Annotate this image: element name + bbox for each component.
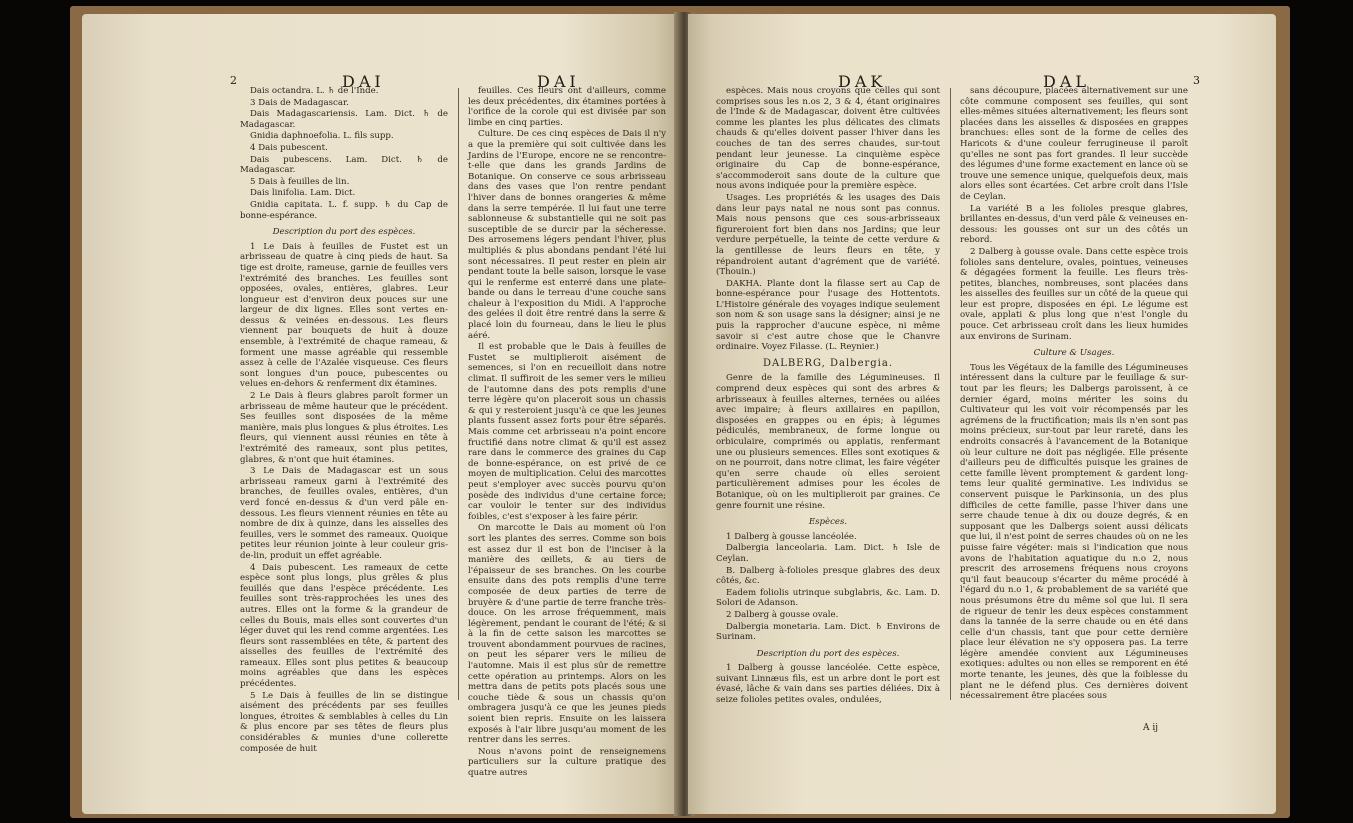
right-column-2 (960, 86, 1188, 703)
right-page (688, 14, 1276, 814)
paragraph: 4 Dais pubescent. (250, 142, 328, 153)
paragraph: Gnidia daphnoefolia. L. fils supp. (250, 131, 394, 142)
catchword: A ij (1143, 723, 1159, 733)
paragraph: DALBERG, Dalbergia. (762, 357, 894, 369)
right-column-1 (716, 86, 940, 707)
paragraph: Eadem foliolis utrinque subglabris, &c. Lam. D. Solori de Adanson. (716, 587, 940, 609)
paragraph: Tous les Végétaux de la famille des Légumineuses intéressent dans la culture par le feuillage & sur-tout par les fleurs; les Dalbergs paroissent, à ce dernier égard, moins mériter les soins du Cultivateur qui les voit voir récompensés par les agrémens de la fructification; mais ils n'en sont pas moins précieux, sur-tout par leur rareté, dans les endroits consacrés à l'avancement de la Botanique où leur culture ne doit pas négligée. Elle présente d'ailleurs peu de difficultés puisque les graines de cette famille lèvent promptement & gardent long-tems leur qualité germinative. Les individus se conservent puisque le Parkinsonia, un des plus difficiles de cette famille, passe l'hiver dans une serre chaude tenue à dix ou douze degrés, & en supposant que les Dalbergs soient aussi délicats que lui, il n'est point de serres chaudes où on ne les puisse faire végéter: mais si l'indication que nous avons de l'habitation aquatique du n.o 2, nous prescrit des arrosemens fréquens nous croyons qu'il faut beaucoup s'écarter du même procédé à l'égard du n.o 1, & probablement de sa variété que nous présumons être du même sol que lui. Il sera de rigueur de tenir les deux espèces constamment dans la tannée de la serre chaude ou en été dans celle d'un chassis, tant que pour cette dernière place leur élévation ne s'y opposera pas. La terre légère amendée convient aux Légumineuses exotiques: adultes ou non elles se remporent en été morte tenante, les jeunes, dès que la foiblesse du plant ne le défend plus. Ces dernières doivent nécessairement être placées sous (960, 362, 1188, 702)
paragraph: Espèces. (808, 517, 848, 528)
paragraph: La variété B a les folioles presque glabres, brillantes en-dessus, d'un verd pâle & veineuses en-dessous: les gousses ont sur un des côtés un rebord. (960, 203, 1188, 246)
paragraph: 3 Dais de Madagascar. (250, 97, 349, 108)
paragraph: 5 Dais à feuilles de lin. (250, 176, 350, 187)
paragraph: Dais octandra. L. ♄ de l'Inde. (250, 86, 379, 96)
paragraph: 2 Dalberg à gousse ovale. Dans cette espèce trois folioles sans dentelure, ovales, pointues, veineuses & dégagées forment la feuille. Les fleurs très-petites, blanches, nombreuses, sont placées dans les aisselles des feuilles sur un côté de la queue qui leur est propre, disposées en épi. Le légume est ovale, applati & plus long que n'est l'ongle du pouce. Cet arbrisseau croît dans les lieux humides aux environs de Surinam. (960, 246, 1188, 342)
paragraph: Dalbergia monetaria. Lam. Dict. ♄ Environs de Surinam. (716, 621, 940, 643)
paragraph: espèces. Mais nous croyons que celles qui sont comprises sous les n.os 2, 3 & 4, étant originaires de l'Inde & de Madagascar, doivent être cultivées comme les plantes les plus délicates des climats chauds & qu'elles doivent passer l'hiver dans les couches de tan des serres chaudes, sur-tout pendant leur jeunesse. La cinquième espèce originaire du Cap de bonne-espérance, s'accommoderoit sans doute de la culture que nous avons indiquée pour la première espèce. (716, 86, 940, 192)
paragraph: Nous n'avons point de renseignemens particuliers sur la culture pratique des quatre autres (468, 746, 666, 778)
paragraph: Usages. Les propriétés & les usages des Dais dans leur pays natal ne nous sont pas connus. Mais nous pensons que ces sous-arbrisseaux figureroient fort bien dans nos Jardins; que leur verdure perpétuelle, la teinte de cette verdure & la gentillesse de leurs fleurs en tête, y répandroient autant d'agrément que de variété. (Thouin.) (716, 192, 940, 278)
paragraph: Gnidia capitata. L. f. supp. ♄ du Cap de bonne-espérance. (240, 199, 448, 221)
paragraph: Description du port des espèces. (756, 648, 900, 659)
paragraph: Culture & Usages. (1033, 348, 1115, 359)
paragraph: 5 Le Dais à feuilles de lin se distingue aisément des précédents par ses feuilles longues, étroites & semblables à celles du Lin & plus encore par ses têtes de fleurs plus considérables & munies d'une collerette composée de huit (240, 690, 448, 754)
column-rule (458, 88, 459, 700)
paragraph: Dais pubescens. Lam. Dict. ♄ de Madagascar. (240, 154, 448, 176)
left-page-number: 2 (230, 74, 237, 87)
paragraph: 2 Dalberg à gousse ovale. (726, 609, 839, 620)
right-header-right: DAL (1043, 72, 1091, 91)
paragraph: feuilles. Ces fleurs ont d'ailleurs, comme les deux précédentes, dix étamines portées à l'orifice de la corole qui est divisée par son limbe en cinq parties. (468, 86, 666, 128)
right-header-left: DAK (838, 72, 887, 91)
paragraph: Description du port des espèces. (272, 227, 416, 238)
left-header-right: DAI (537, 72, 580, 91)
paragraph: B. Dalberg à-folioles presque glabres des deux côtés, &c. (716, 565, 940, 587)
column-rule (950, 88, 951, 700)
left-column-1 (240, 86, 448, 755)
left-page (82, 14, 680, 814)
paragraph: Dais Madagascariensis. Lam. Dict. ♄ de Madagascar. (240, 109, 448, 130)
paragraph: 4 Dais pubescent. Les rameaux de cette espèce sont plus longs, plus grêles & plus feuillés que dans l'espèce précédente. Les feuilles sont très-rapprochées les unes des autres. Elles ont la forme & la grandeur de celles du Bouis, mais elles sont couvertes d'un léger duvet qui les rend comme argentées. Les fleurs sont rassemblées en tête, & partent des aisselles des feuilles de l'extrémité des rameaux. Elles sont plus petites & beaucoup moins agréables que dans les espèces précédentes. (240, 562, 448, 690)
right-page-number: 3 (1193, 74, 1200, 87)
paragraph: Genre de la famille des Légumineuses. Il comprend deux espèces qui sont des arbres & arbrisseaux à feuilles alternes, ternées ou ailées avec impaire; à fleurs axillaires en papillon, disposées en grappes ou en épis; à légumes pédiculés, membraneux, de forme longue ou orbiculaire, comprimés ou applatis, renfermant une ou plusieurs semences. Elles sont exotiques & on ne pourroit, dans notre climat, les faire végéter qu'en serre chaude où elles seroient particulièrement admises pour les écoles de Botanique, où on les multiplieroit par graines. Ce genre fournit une résine. (716, 373, 940, 511)
paragraph: On marcotte le Dais au moment où l'on sort les plantes des serres. Comme son bois est assez dur il est bon de l'inciser à la manière des œillets, & au tiers de l'épaisseur de ses branches. On les courbe ensuite dans des pots remplis d'une terre composée de deux parties de terre de bruyère & d'une partie de terre franche très-douce. On les arrose fréquemment, mais légèrement, pendant le courant de l'été; & si à la fin de cette saison les marcottes se trouvent abondamment pourvues de racines, on peut les séparer vers le milieu de l'automne. Mais il est plus sûr de remettre cette opération au printemps. Alors on les mettra dans de petits pots placés sous une couche tiède & sous un chassis qu'on ombragera jusqu'à ce que les jeunes pieds soient bien repris. Ensuite on les laissera exposés à l'air libre jusqu'au moment de les rentrer dans les serres. (468, 523, 666, 746)
open-book (70, 6, 1290, 818)
paragraph: sans découpure, placées alternativement sur une côte commune composent ses feuilles, qui sont elles-mêmes situées alternativement; les fleurs sont placées dans les aisselles & disposées en grappes branchues: elles sont de la forme de celles des Haricots & d'une couleur ferrugineuse il paroît qu'elles ne sont pas fort grandes. Il leur succède des légumes d'une forme exactement en lance où se trouve une semence unique, quelquefois deux, mais alors elles sont écartées. Cet arbre croît dans l'Isle de Ceylan. (960, 86, 1188, 202)
paragraph: 1 Le Dais à feuilles de Fustet est un arbrisseau de quatre à cinq pieds de haut. Sa tige est droite, rameuse, garnie de feuilles vers l'extrémité des branches. Les feuilles sont opposées, ovales, entières, glabres. Leur longueur est d'environ deux pouces sur une largeur de dix lignes. Elles sont vertes en-dessus & veinées en-dessous. Les fleurs viennent par bouquets de huit à douze ensemble, à l'extrémité de chaque rameau, & forment une masse agréable qui ressemble assez à celle de l'Azalée visqueuse. Ces fleurs sont longues d'un pouce, pubescentes ou velues en-dehors & renferment dix étamines. (240, 241, 448, 390)
paragraph: Culture. De ces cinq espèces de Dais il n'y a que la première qui soit cultivée dans les Jardins de l'Europe, encore ne se rencontre-t-elle que dans les grands Jardins de Botanique. On conserve ce sous arbrisseau dans des vases que l'on rentre pendant l'hiver dans de bonnes orangeries & même dans la serre tempérée. Il lui faut une terre sablonneuse & substantielle qui ne soit pas susceptible de se durcir par la sécheresse. Des arrosemens légers pendant l'hiver, plus multipliés & plus abondans pendant l'été lui sont nécessaires. Il peut rester en plein air pendant toute la belle saison, lorsque le vase qui le renferme est enterré dans une plate-bande ou dans le terreau d'une couche sans chaleur à l'exposition du Midi. A l'approche des gelées il doit être rentré dans la serre & placé loin du fourneau, dans le lieu le plus aéré. (468, 129, 666, 341)
paragraph: 3 Le Dais de Madagascar est un sous arbrisseau rameux garni à l'extrémité des branches, de feuilles ovales, entières, d'un verd foncé en-dessus & d'un verd pâle en-dessous. Les fleurs viennent réunies en tête au nombre de dix à quinze, dans les aisselles des feuilles, vers le sommet des rameaux. Quoique petites leur réunion jointe à leur couleur gris-de-lin, produit un effet agréable. (240, 466, 448, 561)
paragraph: Dalbergia lanceolaria. Lam. Dict. ♄ Isle de Ceylan. (716, 543, 940, 564)
left-column-2 (468, 86, 666, 780)
left-header-left: DAI (342, 72, 385, 91)
paragraph: 1 Dalberg à gousse lancéolée. (726, 531, 857, 542)
paragraph: 2 Le Dais à fleurs glabres paroît former un arbrisseau de même hauteur que le précédent. Ses feuilles sont disposées de la même manière, mais plus longues & plus étroites. Les fleurs, qui viennent aussi réunies en tête à l'extrémité des rameaux, sont plus petites, glabres, & n'ont que huit étamines. (240, 391, 448, 465)
paragraph: Il est probable que le Dais à feuilles de Fustet se multiplieroit aisément de semences, si l'on en recueilloit dans notre climat. Il suffiroit de les semer vers le milieu de l'automne dans des pots remplis d'une terre légère qu'on placeroit sous un chassis & qui y resteroient jusqu'à ce que les jeunes plants fussent assez forts pour être séparés. Mais comme cet arbrisseau n'a point encore fructifié dans notre climat & qu'il est assez rare dans le commerce des graines du Cap de bonne-espérance, on est privé de ce moyen de multiplication. Celui des marcottes peut s'employer avec succès pourvu qu'on posède des individus d'une certaine force; car vouloir le tenter sur des individus foibles, c'est s'exposer à les faire périr. (468, 342, 666, 522)
paragraph: DAKHA. Plante dont la filasse sert au Cap de bonne-espérance pour l'usage des Hottentots. L'Histoire générale des voyages indique seulement son nom & son usage sans la désigner; ainsi je ne puis la rapprocher d'aucune espèce, ni même savoir si c'est autre chose que le Chanvre ordinaire. Voyez Filasse. (L. Reynier.) (716, 278, 940, 353)
paragraph: Dais linifolia. Lam. Dict. (250, 188, 356, 199)
paragraph: 1 Dalberg à gousse lancéolée. Cette espèce, suivant Linnæus fils, est un arbre dont le port est évasé, lâche & vain dans ses parties déliées. Dix à seize folioles petites ovales, ondulées, (716, 663, 940, 706)
